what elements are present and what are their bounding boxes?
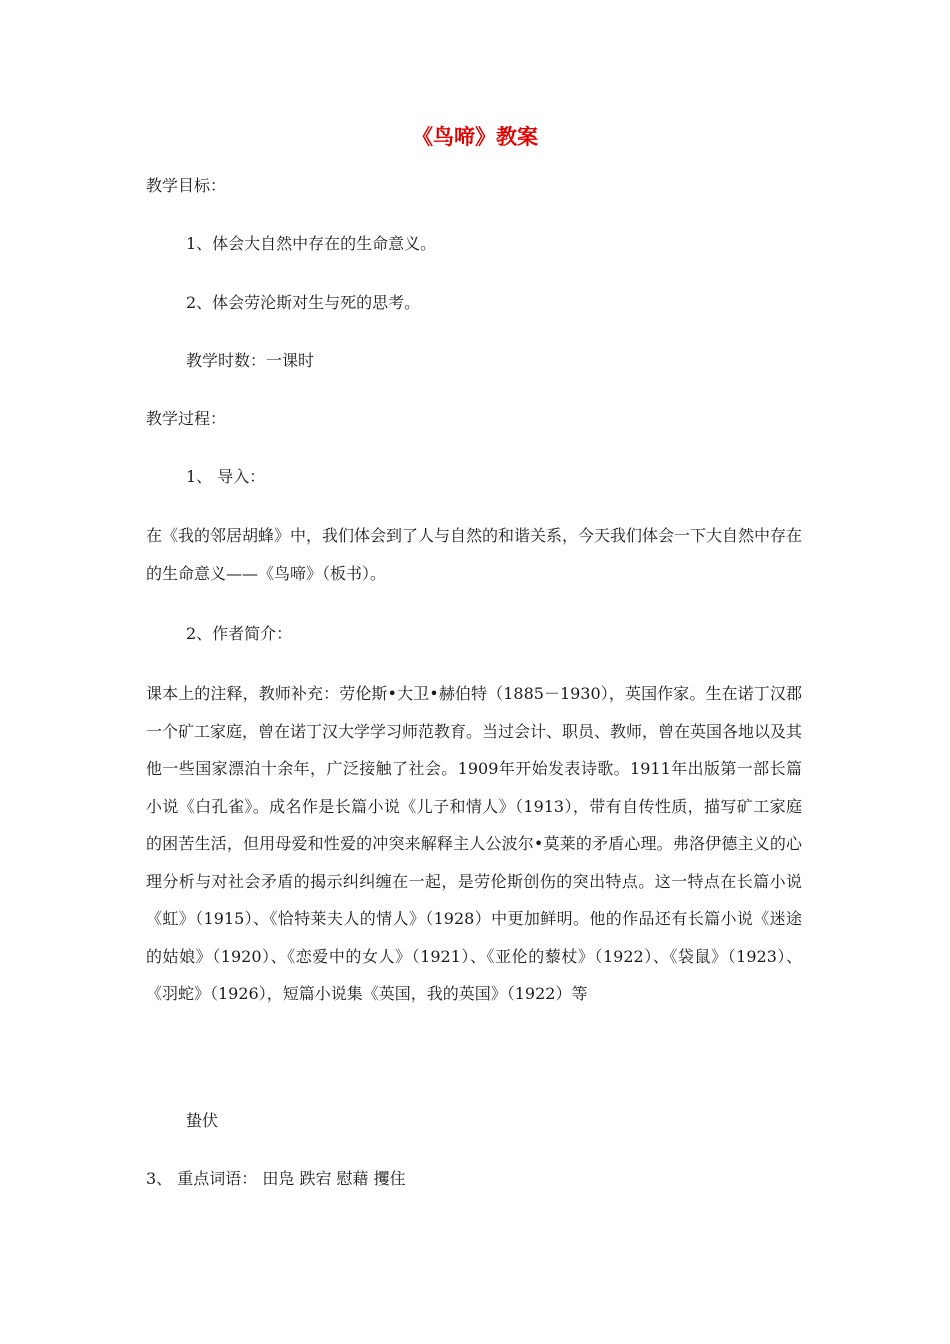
process-heading: 教学过程： xyxy=(146,409,227,428)
stray-word: 蛰伏 xyxy=(186,1111,219,1130)
class-hours: 教学时数：一课时 xyxy=(186,351,315,370)
objectives-heading: 教学目标： xyxy=(146,176,227,195)
step-1-heading: 1、 导入： xyxy=(186,467,266,486)
step-3-key-words: 3、 重点词语： 田凫 跌宕 慰藉 攫住 xyxy=(146,1169,406,1188)
objective-item-1: 1、体会大自然中存在的生命意义。 xyxy=(186,234,437,253)
step-2-heading: 2、作者简介： xyxy=(186,624,293,643)
intro-paragraph: 在《我的邻居胡蜂》中，我们体会到了人与自然的和谐关系，今天我们体会一下大自然中存在的生命意义——《鸟啼》（板书）。 xyxy=(146,526,803,583)
author-paragraph: 课本上的注释，教师补充：劳伦斯•大卫•赫伯特（1885－1930），英国作家。生在诺丁汉郡一个矿工家庭，曾在诺丁汉大学学习师范教育。当过会计、职员、教师，曾在英国各地以及其他一些国家漂泊十余年，广泛接触了社会。1909年开始发表诗歌。1911年出版第一部长篇小说《白孔雀》。成名作是长篇小说《儿子和情人》（1913），带有自传性质，描写矿工家庭的困苦生活，但用母爱和性爱的冲突来解释主人公波尔•莫莱的矛盾心理。弗洛伊德主义的心理分析与对社会矛盾的揭示纠纠缠在一起，是劳伦斯创伤的突出特点。这一特点在长篇小说《虹》（1915）、《恰特莱夫人的情人》（1928）中更加鲜明。他的作品还有长篇小说《迷途的姑娘》（1920）、《恋爱中的女人》（1921）、《亚伦的藜杖》（1922）、《袋鼠》（1923）、《羽蛇》（1926），短篇小说集《英国，我的英国》（1922）等 xyxy=(146,684,803,1003)
objective-item-2: 2、体会劳沦斯对生与死的思考。 xyxy=(186,293,421,312)
document-title: 《鸟啼》教案 xyxy=(412,125,538,149)
